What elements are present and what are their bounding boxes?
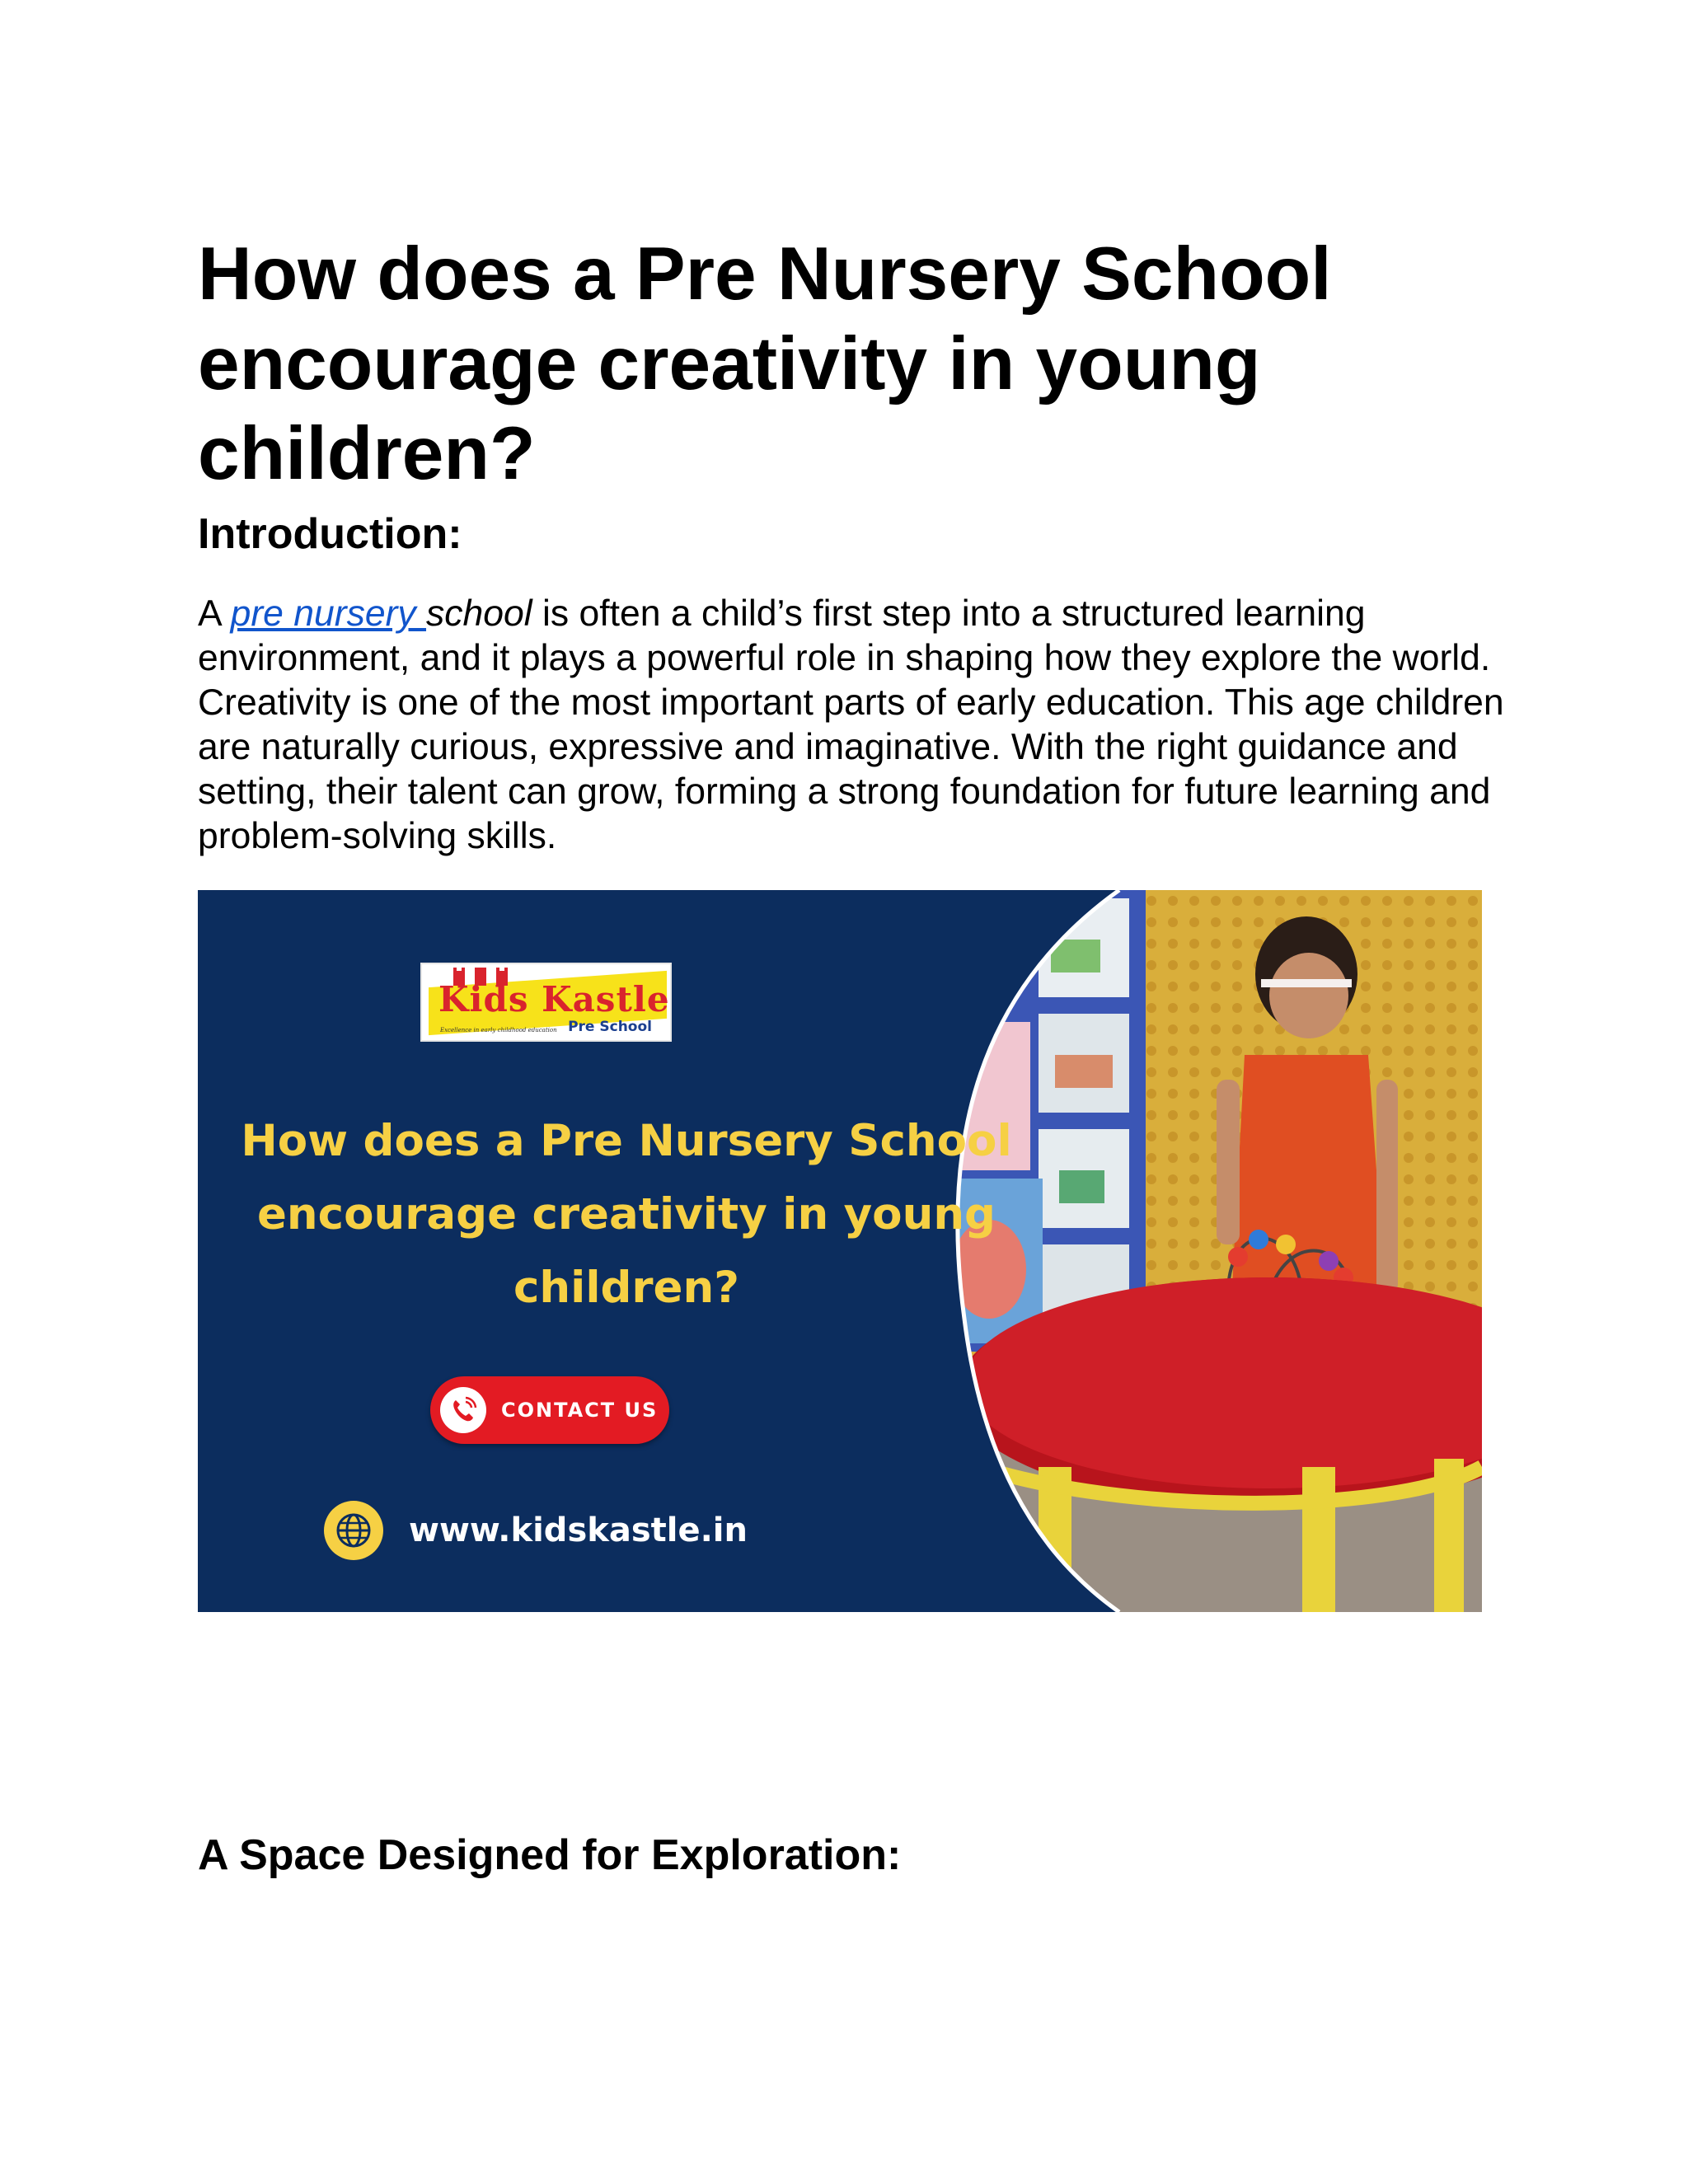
- introduction-heading: Introduction:: [198, 510, 462, 558]
- kids-kastle-logo: [420, 963, 672, 1042]
- intro-italic-word: school: [426, 593, 532, 634]
- contact-us-button[interactable]: [430, 1376, 669, 1444]
- article-banner-image: [198, 890, 1482, 1612]
- logo-tagline: Excellence in early childhood education: [440, 1027, 557, 1033]
- banner-title: How does a Pre Nursery School encourage creativity in young children?: [241, 1116, 1012, 1313]
- page-title: How does a Pre Nursery School encourage creativity in young children?: [198, 232, 1332, 495]
- introduction-paragraph: [198, 592, 1517, 859]
- globe-icon: [324, 1501, 383, 1560]
- intro-prefix: A: [198, 593, 231, 634]
- phone-icon: [440, 1387, 486, 1433]
- logo-name: Kids Kastle: [438, 979, 670, 1019]
- exploration-heading: A Space Designed for Exploration:: [198, 1831, 902, 1879]
- intro-text: is often a child’s first step into a structured learning environment, and it plays a powerful role in shaping how they explore the world. Creativity is one of the most important parts of early education. This age children are naturally curious, expressive and imaginative. With the right guidance and setting, their talent can grow, forming a strong foundation for future learning and problem-solving skills.: [198, 593, 1504, 856]
- website-url: www.kidskastle.in: [409, 1511, 748, 1549]
- logo-subtitle: Pre School: [568, 1019, 652, 1035]
- contact-us-label: CONTACT US: [501, 1399, 659, 1422]
- pre-nursery-link[interactable]: pre nursery: [230, 593, 427, 634]
